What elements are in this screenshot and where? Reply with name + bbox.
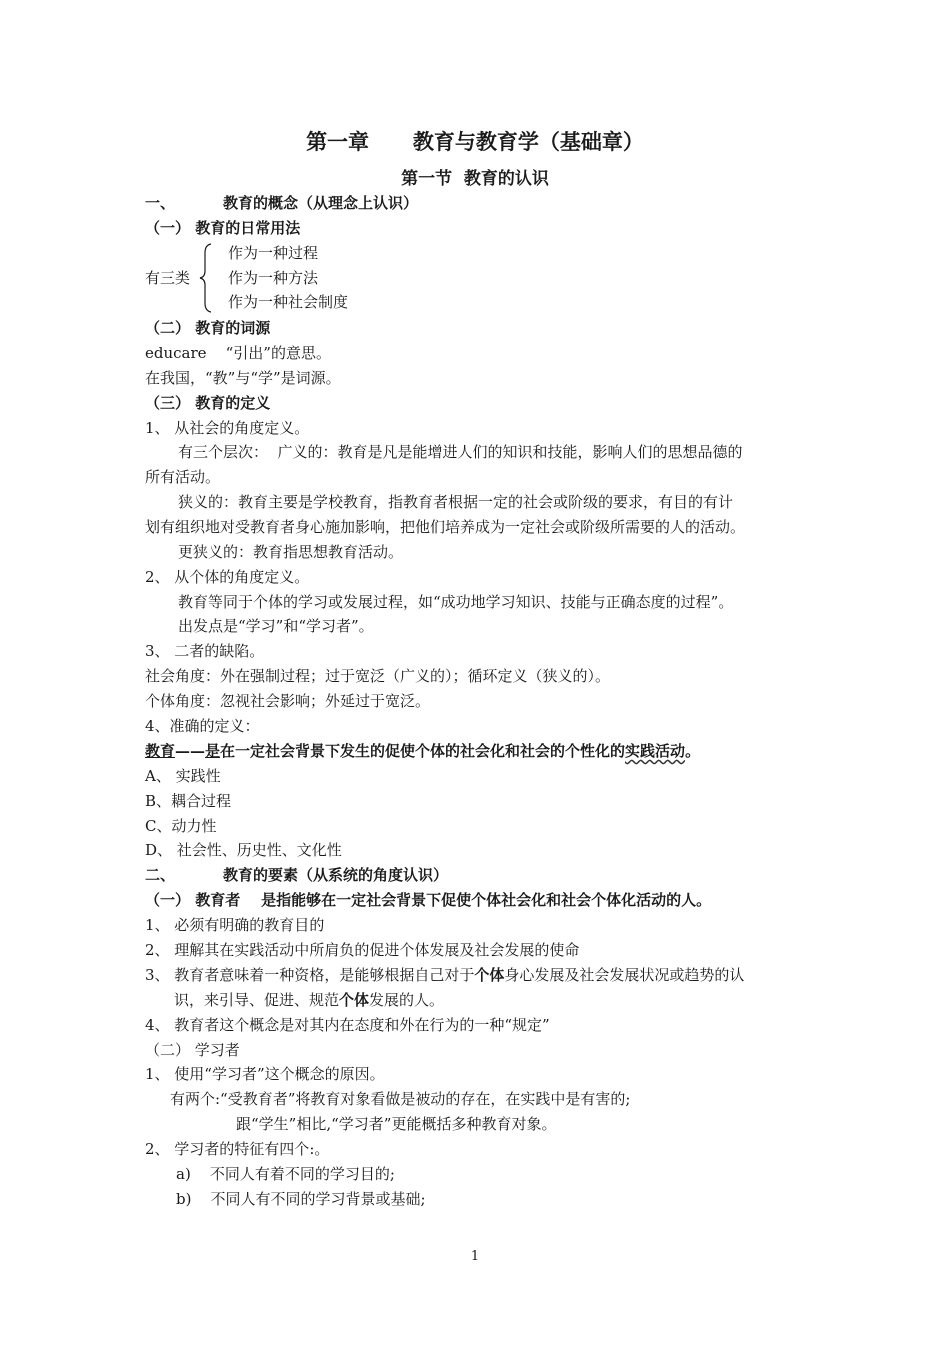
paragraph-line: 社会角度：外在强制过程；过于宽泛（广义的）；循环定义（狭义的）。 [145, 667, 611, 685]
paragraph-line: 狭义的：教育主要是学校教育，指教育者根据一定的社会或阶级的要求，有目的有计 [178, 493, 734, 511]
paragraph-line: 1、 从社会的角度定义。 [145, 419, 310, 437]
list-item: D、 社会性、历史性、文化性 [145, 841, 342, 859]
heading-1-1: （一） 教育的日常用法 [145, 219, 301, 237]
page-number: 1 [470, 1249, 480, 1264]
paragraph-line: 有三个层次： 广义的：教育是凡是能增进人们的知识和技能，影响人们的思想品德的 [178, 443, 743, 461]
daily-usage-item: 作为一种过程 [228, 244, 319, 262]
heading-1-label: 教育的概念（从理念上认识） [223, 194, 419, 212]
definition-term: 教育 [145, 742, 176, 760]
education-definition [145, 741, 700, 761]
paragraph-line: 所有活动。 [145, 468, 221, 486]
paragraph-line: 个体角度：忽视社会影响；外延过于宽泛。 [145, 692, 431, 710]
daily-usage-item: 作为一种方法 [228, 269, 319, 287]
paragraph-line [174, 990, 444, 1010]
paragraph-line: 教育等同于个体的学习或发展过程，如“成功地学习知识、技能与正确态度的过程”。 [178, 593, 734, 611]
definition-copula: 是 [205, 742, 221, 760]
list-item: C、动力性 [145, 817, 217, 835]
daily-usage-label: 有三类 [145, 269, 191, 287]
heading-2-label: 教育的要素（从系统的角度认识） [223, 866, 449, 884]
text-run: 3、 教育者意味着一种资格，是能够根据自己对于 [145, 966, 475, 984]
etymology-line: 在我国，“教”与“学”是词源。 [145, 369, 341, 387]
paragraph-line: 更狭义的：教育指思想教育活动。 [178, 543, 404, 561]
text-run: 发展的人。 [369, 991, 445, 1009]
definition-key-phrase: 实践活动 [625, 742, 686, 760]
etymology-line: educare “引出”的意思。 [145, 344, 331, 362]
text-run: 身心发展及社会发展状况或趋势的认 [504, 966, 745, 984]
section-title: 第一节 教育的认识 [401, 169, 549, 189]
heading-2-2: （二） 学习者 [145, 1041, 240, 1059]
chapter-title: 第一章 教育与教育学（基础章） [306, 129, 644, 154]
text-run: 识，来引导、促进、规范 [174, 991, 340, 1009]
heading-2-number: 二、 [145, 866, 176, 884]
paragraph-line: 出发点是“学习”和“学习者”。 [178, 617, 374, 635]
paragraph-line: 1、 必须有明确的教育目的 [145, 916, 325, 934]
paragraph-line [145, 965, 744, 985]
definition-period: 。 [685, 742, 701, 760]
list-item: a) 不同人有着不同的学习目的; [176, 1165, 395, 1183]
heading-2-1: （一） 教育者 是指能够在一定社会背景下促使个体社会化和社会个体化活动的人。 [145, 891, 712, 909]
emphasis-text: 个体 [474, 966, 505, 984]
paragraph-line: 跟“学生”相比,“学习者”更能概括多种教育对象。 [236, 1115, 557, 1133]
list-item: A、 实践性 [145, 767, 221, 785]
paragraph-line: 划有组织地对受教育者身心施加影响，把他们培养成为一定社会或阶级所需要的人的活动。 [145, 518, 746, 536]
paragraph-line: 2、 理解其在实践活动中所肩负的促进个体发展及社会发展的使命 [145, 941, 580, 959]
heading-1-number: 一、 [145, 194, 176, 212]
definition-dash: —— [175, 742, 206, 760]
paragraph-line: 3、 二者的缺陷。 [145, 642, 265, 660]
paragraph-line: 2、 从个体的角度定义。 [145, 568, 310, 586]
heading-1-2: （二） 教育的词源 [145, 319, 271, 337]
emphasis-text: 个体 [339, 991, 370, 1009]
list-item: B、耦合过程 [145, 792, 232, 810]
paragraph-line: 有两个:“受教育者”将教育对象看做是被动的存在，在实践中是有害的; [170, 1090, 631, 1108]
daily-usage-item: 作为一种社会制度 [228, 293, 349, 311]
paragraph-line: 4、准确的定义： [145, 717, 260, 735]
heading-2 [145, 865, 448, 885]
paragraph-line: 2、 学习者的特征有四个:。 [145, 1140, 330, 1158]
list-item: b) 不同人有不同的学习背景或基础; [176, 1190, 426, 1208]
paragraph-line: 1、 使用“学习者”这个概念的原因。 [145, 1065, 385, 1083]
definition-body: 在一定社会背景下发生的促使个体的社会化和社会的个性化的 [220, 742, 626, 760]
heading-1-3: （三） 教育的定义 [145, 394, 271, 412]
paragraph-line: 4、 教育者这个概念是对其内在态度和外在行为的一种“规定” [145, 1016, 550, 1034]
heading-1 [145, 193, 418, 213]
left-brace-icon [199, 243, 213, 313]
